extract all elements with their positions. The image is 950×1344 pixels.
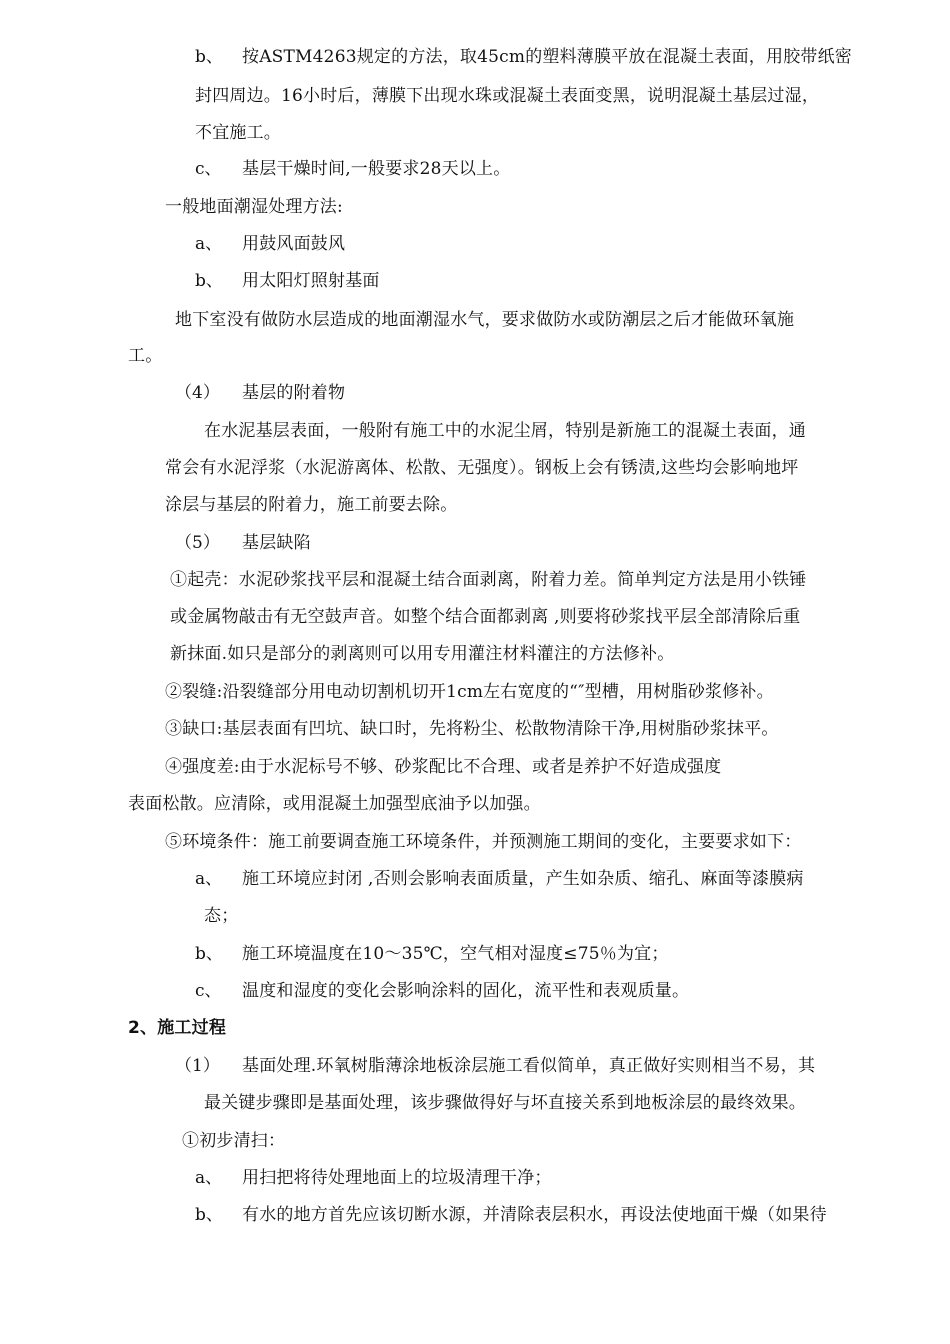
text-line: 一般地面潮湿处理方法: [165, 197, 343, 217]
text-line: 最关键步骤即是基面处理，该步骤做得好与坏直接关系到地板涂层的最终效果。 [204, 1093, 806, 1113]
text-line: 用扫把将待处理地面上的垃圾清理干净； [242, 1168, 552, 1188]
list-marker: b、 [195, 1205, 223, 1225]
text-line: 用太阳灯照射基面 [242, 271, 380, 291]
text-line: 用鼓风面鼓风 [242, 234, 346, 254]
list-marker: a、 [195, 234, 223, 254]
text-line: 封四周边。16小时后，薄膜下出现水珠或混凝土表面变黑，说明混凝土基层过湿， [195, 86, 820, 106]
text-line: 态； [204, 906, 239, 926]
text-line: 常会有水泥浮浆（水泥游离体、松散、无强度）。钢板上会有锈渍,这些均会影响地坪 [165, 458, 799, 478]
text-line: 地下室没有做防水层造成的地面潮湿水气，要求做防水或防潮层之后才能做环氧施 [175, 310, 795, 330]
section-heading: 基层缺陷 [242, 533, 311, 553]
text-line: 按ASTM4263规定的方法，取45cm的塑料薄膜平放在混凝土表面，用胶带纸密 [242, 47, 853, 67]
list-marker: b、 [195, 271, 223, 291]
text-line: 工。 [128, 346, 163, 366]
section-title: 2、施工过程 [128, 1018, 227, 1038]
text-line: 不宜施工。 [195, 123, 281, 143]
section-marker: （4） [175, 383, 220, 403]
text-line: 基层干燥时间,一般要求28天以上。 [242, 159, 511, 179]
list-marker: c、 [195, 981, 222, 1001]
text-line: ⑤环境条件：施工前要调查施工环境条件，并预测施工期间的变化，主要要求如下： [165, 832, 802, 852]
list-marker: c、 [195, 159, 222, 179]
section-heading: 基层的附着物 [242, 383, 346, 403]
text-line: 基面处理.环氧树脂薄涂地板涂层施工看似简单，真正做好实则相当不易，其 [242, 1056, 816, 1076]
text-line: 温度和湿度的变化会影响涂料的固化，流平性和表观质量。 [242, 981, 690, 1001]
text-line: ③缺口:基层表面有凹坑、缺口时，先将粉尘、松散物清除干净,用树脂砂浆抹平。 [165, 719, 779, 739]
list-marker: b、 [195, 944, 223, 964]
text-line: 表面松散。应清除，或用混凝土加强型底油予以加强。 [128, 794, 541, 814]
list-marker: b、 [195, 47, 223, 67]
text-line: 施工环境应封闭 ,否则会影响表面质量，产生如杂质、缩孔、麻面等漆膜病 [242, 869, 804, 889]
text-line: 新抹面.如只是部分的剥离则可以用专用灌注材料灌注的方法修补。 [170, 644, 675, 664]
section-marker: （1） [175, 1056, 220, 1076]
text-line: 涂层与基层的附着力，施工前要去除。 [165, 495, 458, 515]
text-line: ④强度差:由于水泥标号不够、砂浆配比不合理、或者是养护不好造成强度 [165, 757, 722, 777]
section-marker: （5） [175, 533, 220, 553]
text-line: 有水的地方首先应该切断水源，并清除表层积水，再设法使地面干燥（如果待 [242, 1205, 827, 1225]
text-line: 在水泥基层表面，一般附有施工中的水泥尘屑，特别是新施工的混凝土表面，通 [204, 421, 806, 441]
text-line: 或金属物敲击有无空鼓声音。如整个结合面都剥离 ,则要将砂浆找平层全部清除后重 [170, 607, 801, 627]
list-marker: a、 [195, 869, 223, 889]
list-marker: a、 [195, 1168, 223, 1188]
text-line: ①初步清扫： [182, 1131, 286, 1151]
text-line: 施工环境温度在10～35℃，空气相对湿度≤75％为宜； [242, 944, 669, 964]
text-line: ①起壳：水泥砂浆找平层和混凝土结合面剥离，附着力差。简单判定方法是用小铁锤 [170, 570, 807, 590]
text-line: ②裂缝:沿裂缝部分用电动切割机切开1cm左右宽度的“″型槽，用树脂砂浆修补。 [165, 682, 774, 702]
